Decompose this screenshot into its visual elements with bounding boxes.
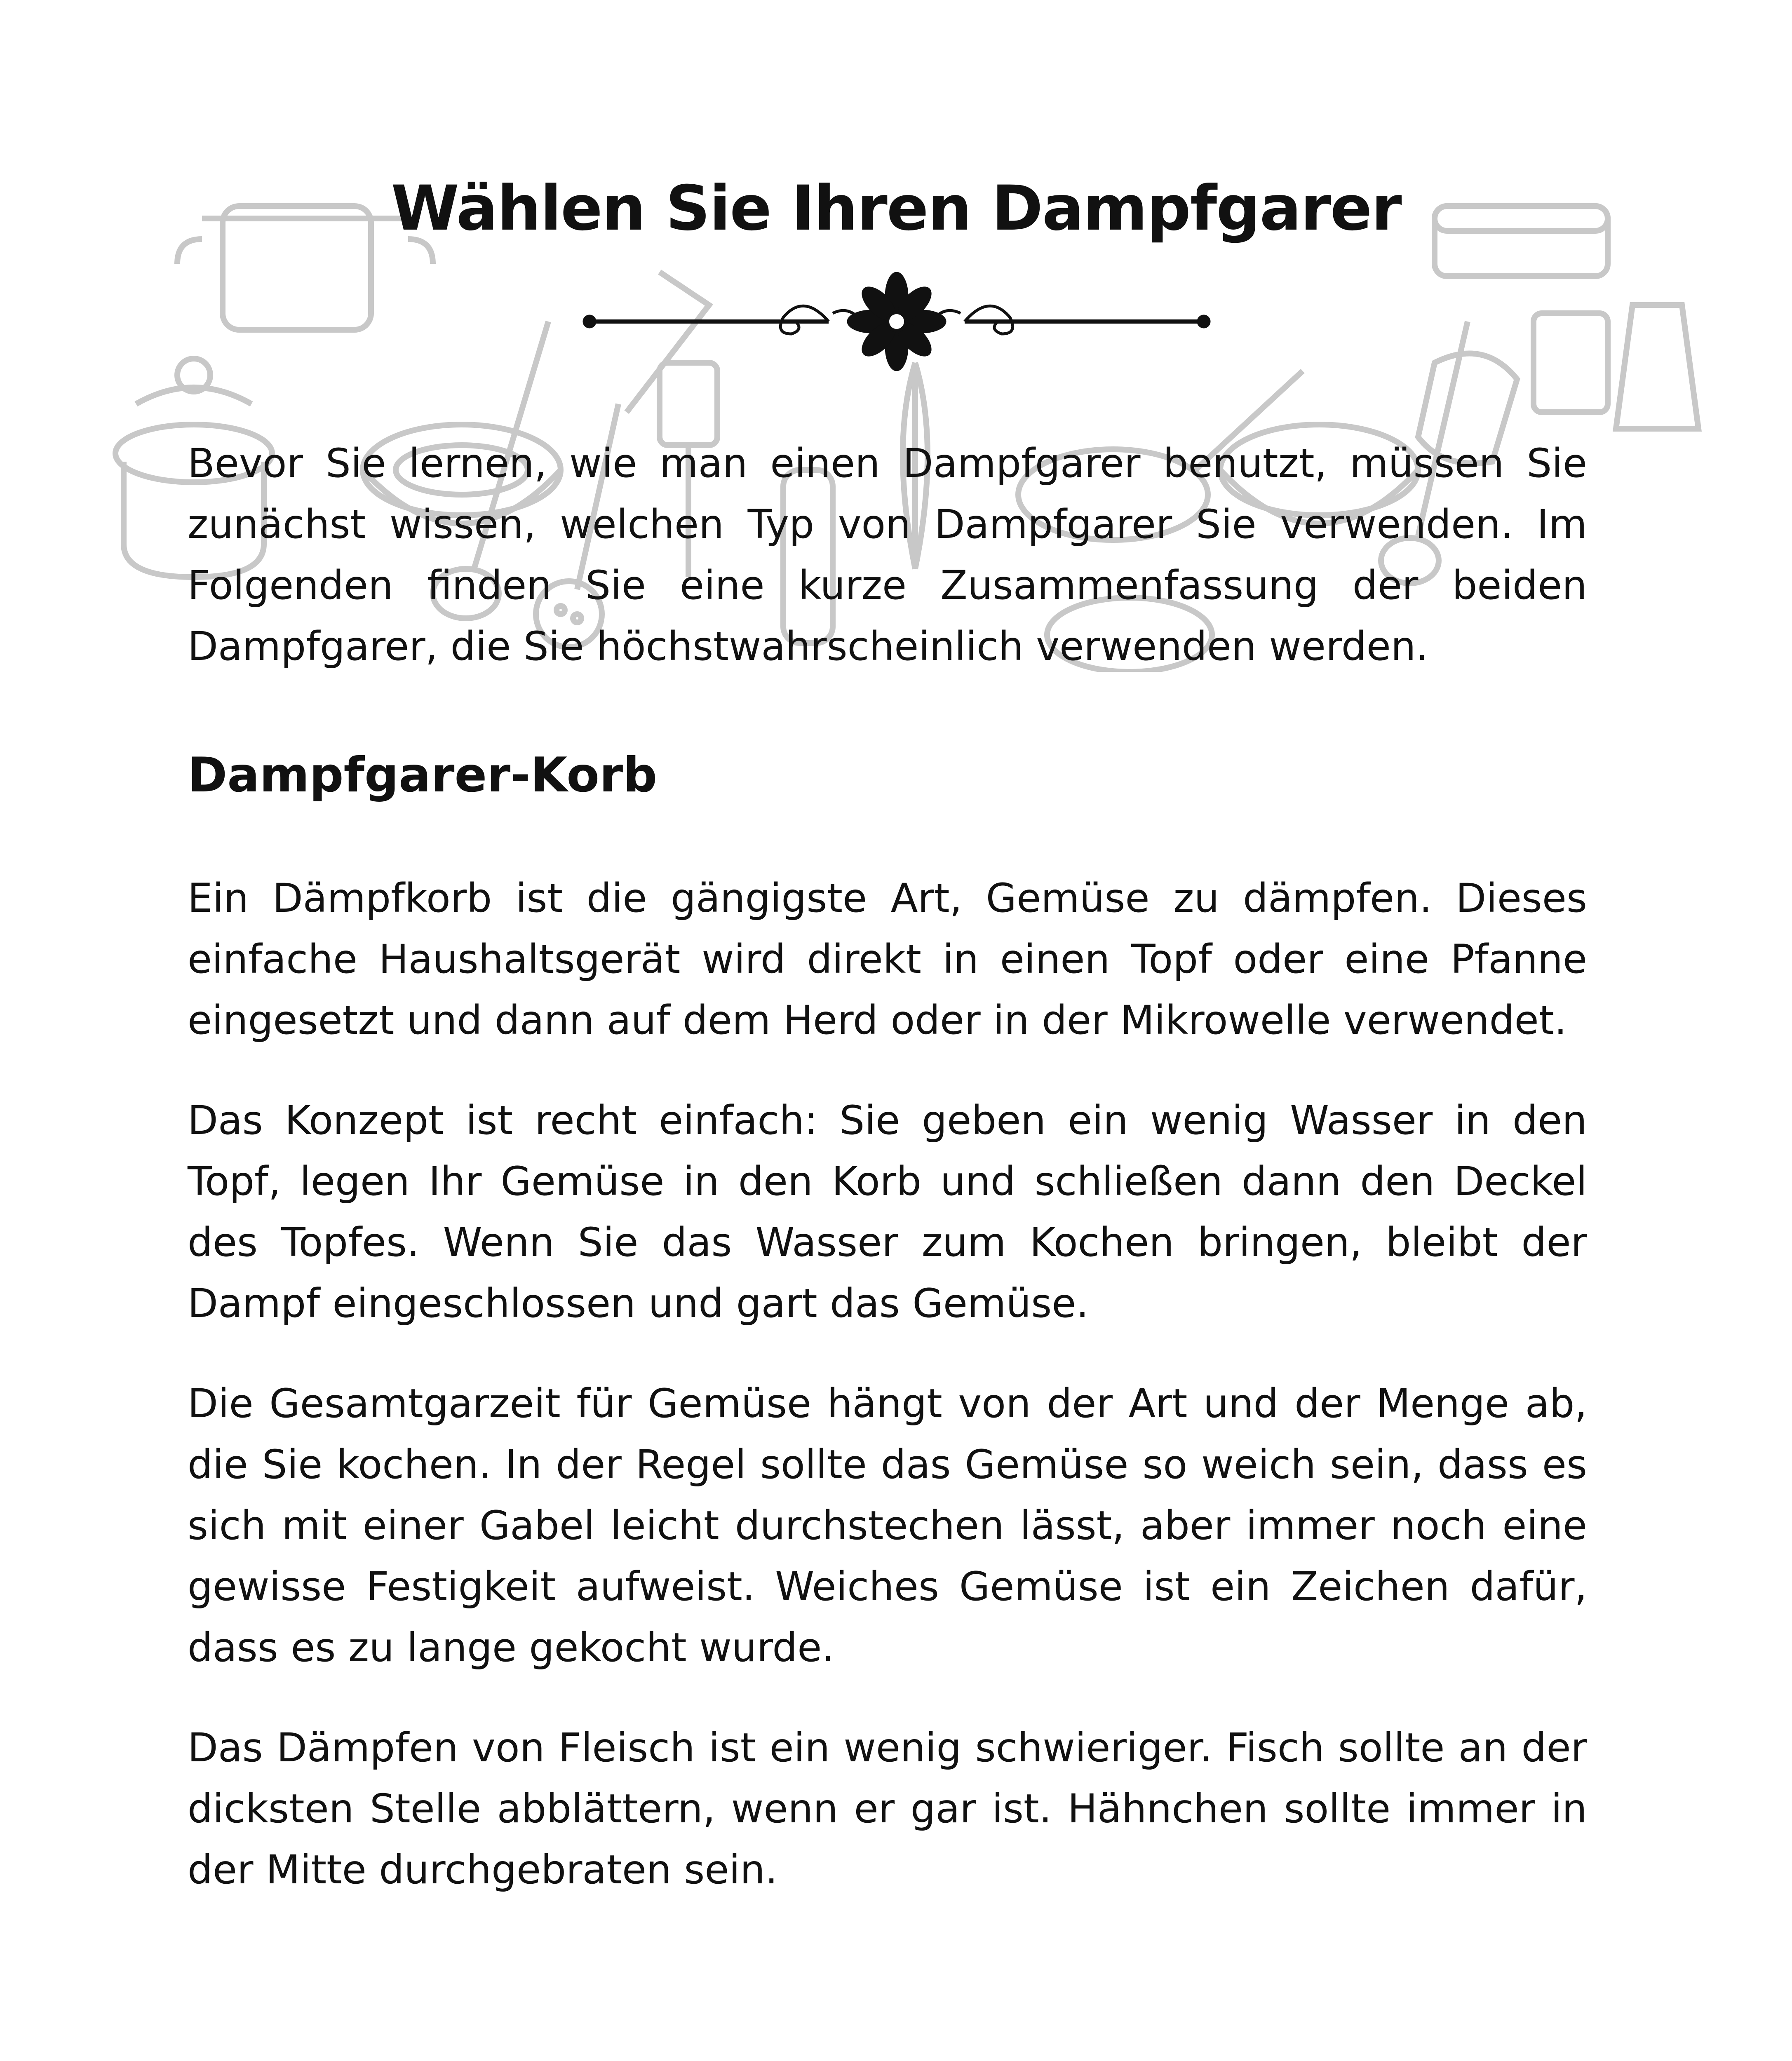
page-title: Wählen Sie Ihren Dampfgarer xyxy=(391,173,1401,244)
section-paragraph: Die Gesamtgarzeit für Gemüse hängt von der Art und der Menge ab, die Sie kochen. In der Regel sollte das Gemüse so weich sein, dass es sich mit einer Gabel leicht durchstechen lässt, aber immer noch eine gewisse Festigkeit aufweist. Weiches Gemüse ist ein Zeichen dafür, dass es zu lange gekocht wurde. xyxy=(188,1380,1587,1671)
grater-icon xyxy=(1616,305,1698,429)
section-paragraph: Das Dämpfen von Fleisch ist ein wenig schwieriger. Fisch sollte an der dicksten Stelle abblättern, wenn er gar ist. Hähnchen sollte immer in der Mitte durchgebraten sein. xyxy=(188,1724,1587,1893)
title-divider-ornament xyxy=(581,272,1212,371)
section-heading: Dampfgarer-Korb xyxy=(188,747,658,803)
section-paragraph: Ein Dämpfkorb ist die gängigste Art, Gemüse zu dämpfen. Dieses einfache Haushaltsgerät wird direkt in einen Topf oder eine Pfanne eingesetzt und dann auf dem Herd oder in der Mikrowelle verwendet. xyxy=(188,875,1587,1043)
flower-ornament-icon xyxy=(847,272,946,371)
section-paragraph: Das Konzept ist recht einfach: Sie geben ein wenig Wasser in den Topf, legen Ihr Gemüse in den Korb und schließen dann den Deckel des Topfes. Wenn Sie das Wasser zum Kochen bringen, bleibt der Dampf eingeschlossen und gart das Gemüse. xyxy=(188,1097,1587,1326)
page-content xyxy=(188,433,1587,1939)
scale-icon xyxy=(1534,313,1608,412)
intro-paragraph: Bevor Sie lernen, wie man einen Dampfgarer benutzt, müssen Sie zunächst wissen, welchen Typ von Dampfgarer Sie verwenden. Im Folgenden finden Sie eine kurze Zusammenfassung der beiden Dampfgarer, die Sie höchstwahrscheinlich verwenden werden. xyxy=(188,440,1587,669)
